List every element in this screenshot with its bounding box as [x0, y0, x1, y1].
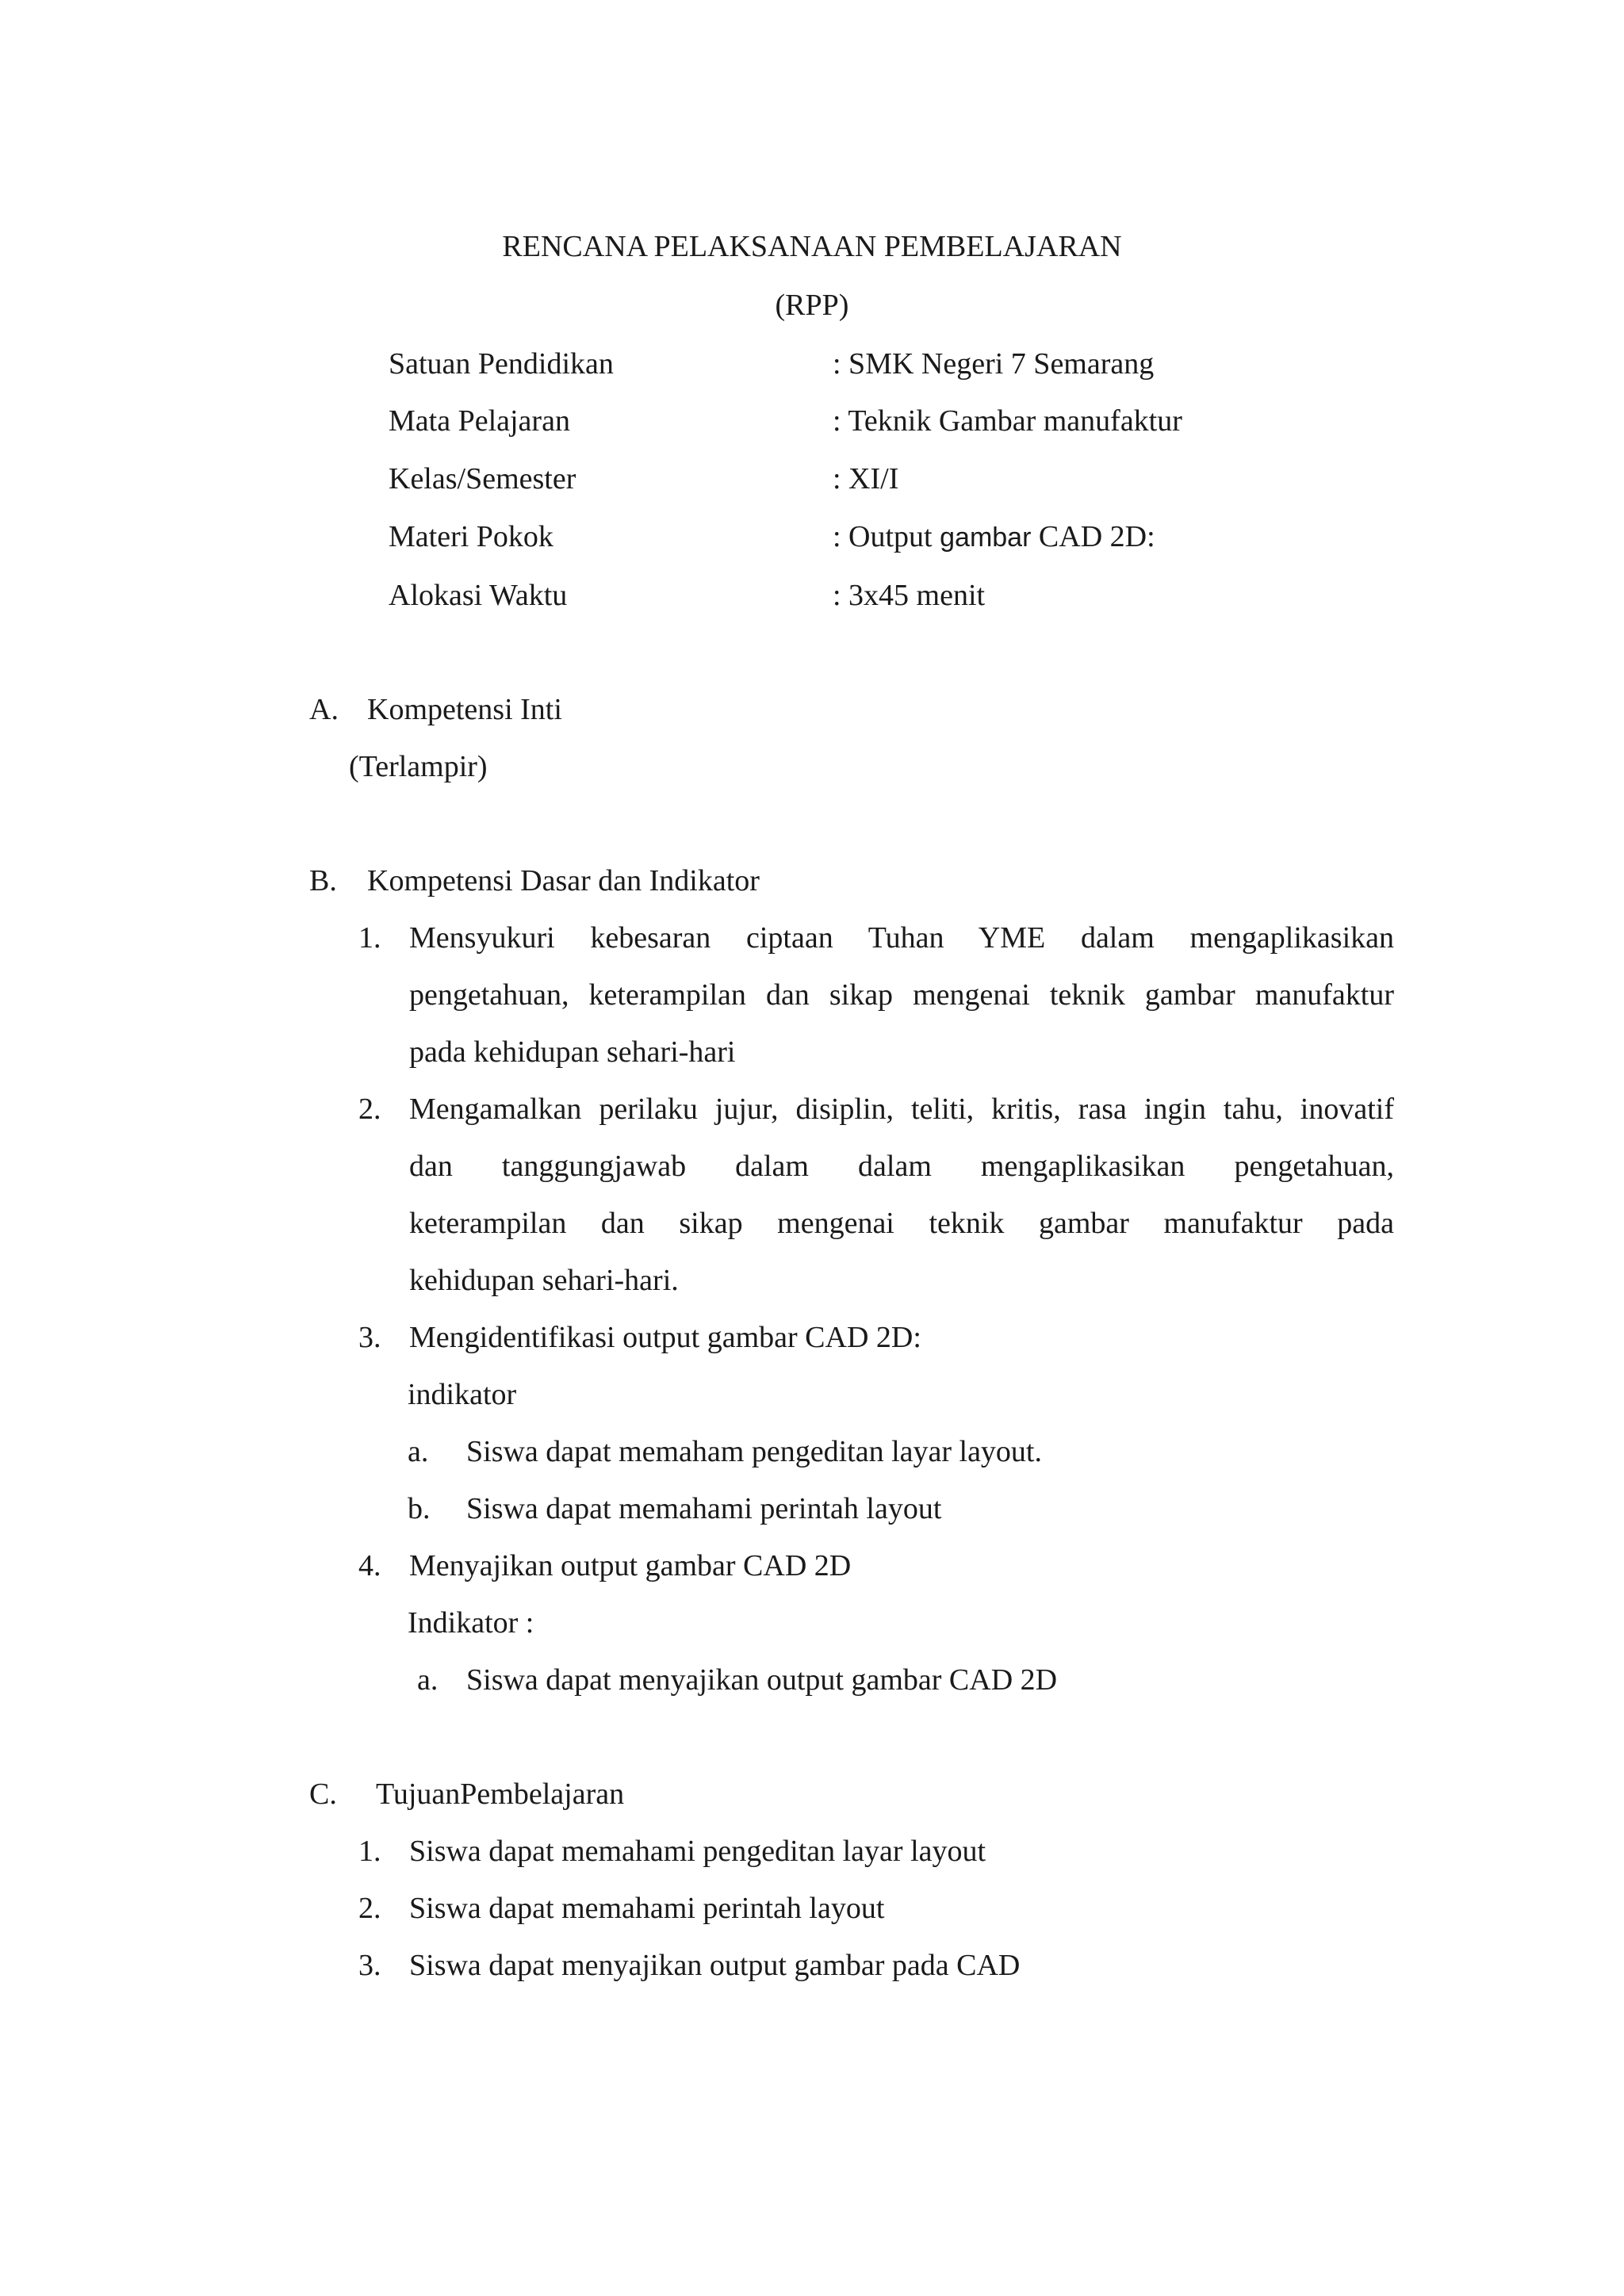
list-number: 3. — [358, 1949, 381, 1982]
indicator-label: Indikator : — [408, 1606, 534, 1640]
document-subtitle: (RPP) — [775, 289, 849, 322]
list-number: 1. — [358, 1835, 381, 1868]
list-number: 1. — [358, 921, 381, 955]
identity-value: : 3x45 menit — [833, 579, 986, 612]
list-number: 3. — [358, 1321, 381, 1354]
section-letter: B. — [309, 864, 337, 897]
identity-value-part: CAD 2D: — [1031, 520, 1155, 553]
identity-value-part: gambar — [940, 522, 1032, 553]
list-number: 2. — [358, 1093, 381, 1126]
identity-value — [833, 522, 1155, 552]
list-item-text: keterampilan dan sikap mengenai teknik gambar manufaktur pada — [409, 1207, 1394, 1240]
identity-label: Alokasi Waktu — [389, 579, 568, 612]
indicator-text: Siswa dapat menyajikan output gambar CAD 2D — [466, 1663, 1058, 1697]
list-item-text: Mengamalkan perilaku jujur, disiplin, teliti, kritis, rasa ingin tahu, inovatif — [409, 1093, 1394, 1126]
list-item-text: Mensyukuri kebesaran ciptaan Tuhan YME dalam mengaplikasikan — [409, 921, 1394, 955]
identity-label: Satuan Pendidikan — [389, 347, 614, 381]
identity-value-part: : Output — [833, 520, 940, 553]
list-number: 2. — [358, 1892, 381, 1925]
indicator-letter: a. — [408, 1435, 429, 1468]
list-item-text: Menyajikan output gambar CAD 2D — [409, 1549, 852, 1582]
identity-label: Mata Pelajaran — [389, 404, 570, 438]
list-item-text: pengetahuan, keterampilan dan sikap mengenai teknik gambar manufaktur — [409, 978, 1394, 1012]
list-item-text: Siswa dapat memahami perintah layout — [409, 1892, 885, 1925]
section-heading: TujuanPembelajaran — [376, 1777, 625, 1811]
identity-label: Kelas/Semester — [389, 462, 576, 496]
indicator-text: Siswa dapat memaham pengeditan layar layout. — [466, 1435, 1042, 1468]
section-letter: A. — [309, 693, 339, 726]
identity-value: : XI/I — [833, 462, 899, 496]
section-letter: C. — [309, 1777, 337, 1811]
indicator-label: indikator — [408, 1378, 517, 1411]
section-heading: Kompetensi Inti — [367, 693, 562, 726]
list-item-text: Siswa dapat memahami pengeditan layar layout — [409, 1835, 986, 1868]
indicator-letter: b. — [408, 1492, 431, 1525]
list-item-text: Mengidentifikasi output gambar CAD 2D: — [409, 1321, 921, 1354]
list-number: 4. — [358, 1549, 381, 1582]
list-item-text: pada kehidupan sehari-hari — [409, 1035, 736, 1069]
section-note: (Terlampir) — [349, 750, 488, 783]
identity-value: : Teknik Gambar manufaktur — [833, 404, 1182, 438]
document-title: RENCANA PELAKSANAAN PEMBELAJARAN — [502, 230, 1122, 263]
list-item-text: kehidupan sehari-hari. — [409, 1264, 679, 1297]
identity-value: : SMK Negeri 7 Semarang — [833, 347, 1155, 381]
identity-label: Materi Pokok — [389, 520, 553, 553]
list-item-text: dan tanggungjawab dalam dalam mengaplikasikan pengetahuan, — [409, 1150, 1394, 1183]
indicator-letter: a. — [417, 1663, 439, 1697]
section-heading: Kompetensi Dasar dan Indikator — [367, 864, 760, 897]
indicator-text: Siswa dapat memahami perintah layout — [466, 1492, 942, 1525]
list-item-text: Siswa dapat menyajikan output gambar pada CAD — [409, 1949, 1021, 1982]
